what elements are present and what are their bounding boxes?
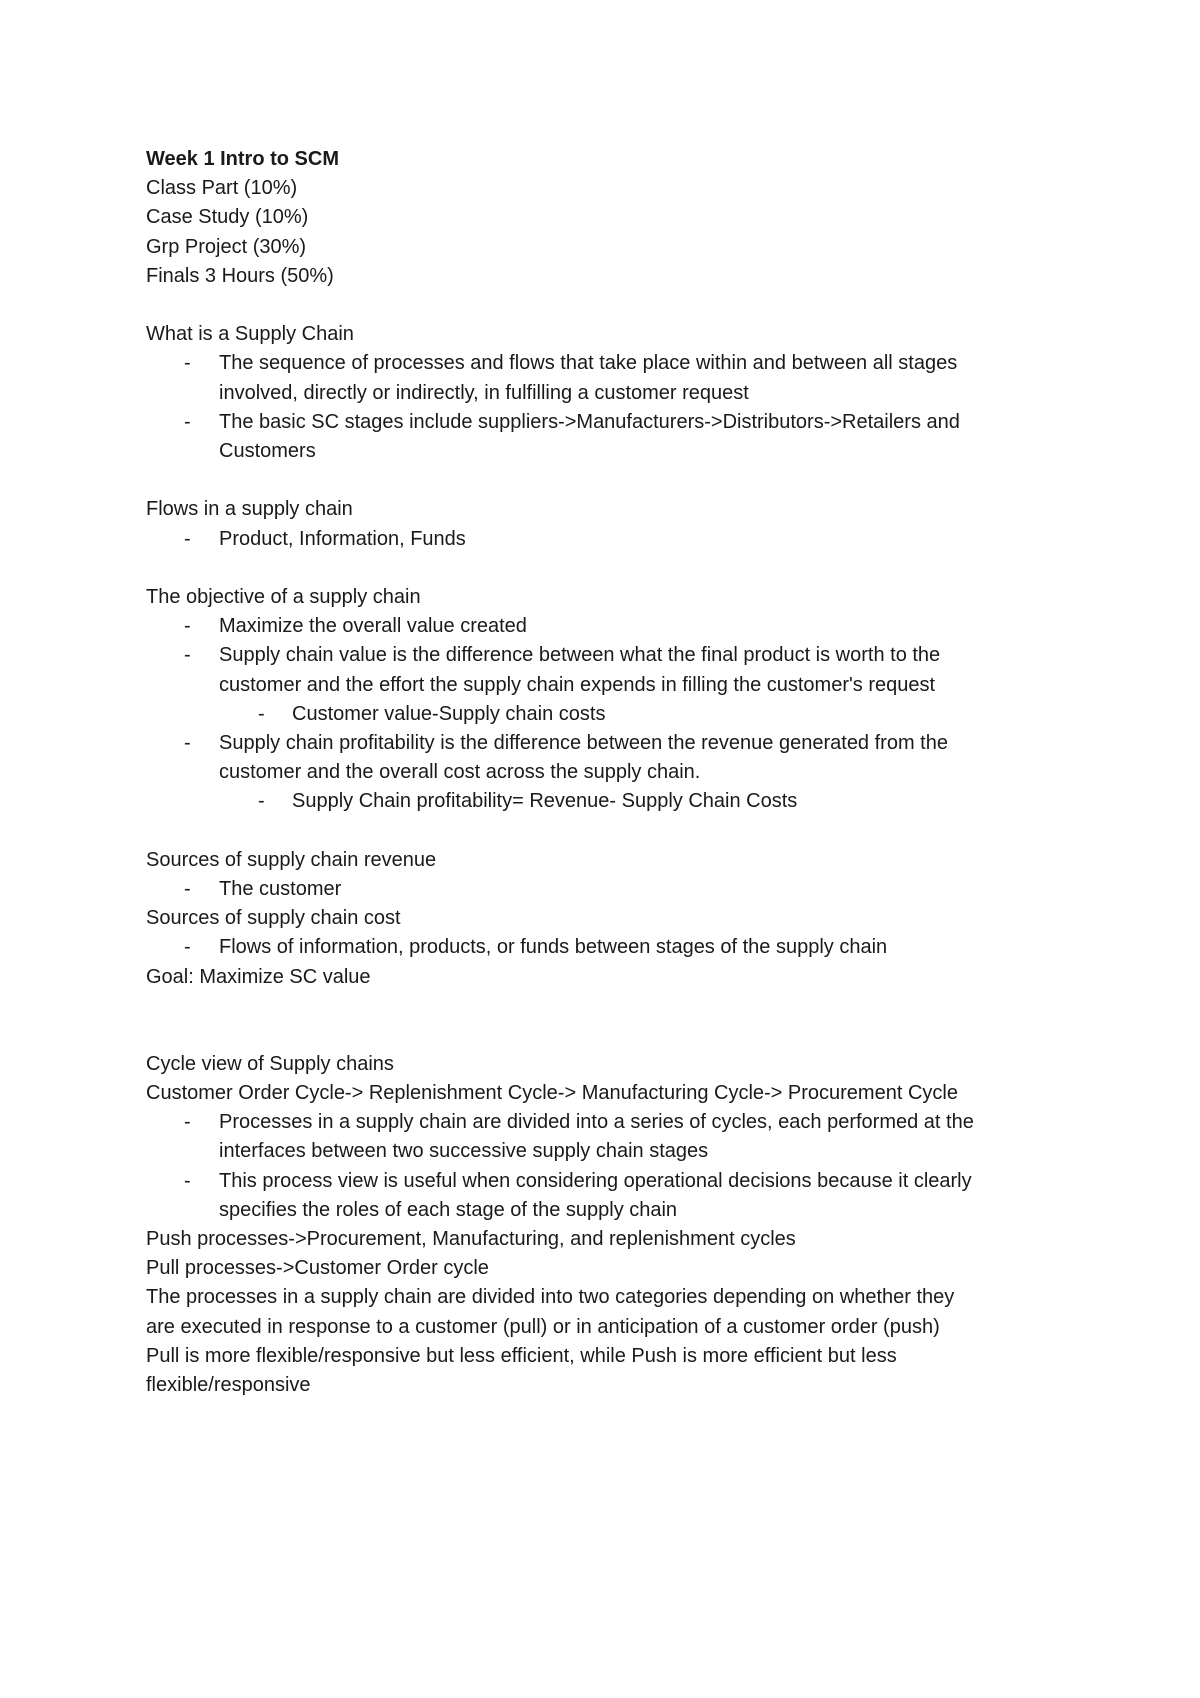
list-item <box>146 1167 1096 1225</box>
objective-list-continued <box>146 729 1096 787</box>
paragraph-text: The processes in a supply chain are divided into two categories depending on whether they <box>146 1286 955 1309</box>
list-item-text: specifies the roles of each stage of the supply chain <box>219 1198 678 1221</box>
list-item-text: Supply chain value is the difference between what the final product is worth to the <box>219 644 941 667</box>
objective-list <box>146 612 1096 700</box>
list-item-text: Supply Chain profitability= Revenue- Supply Chain Costs <box>292 790 798 813</box>
sub-list-item <box>146 700 1096 729</box>
spacer <box>146 992 1096 1050</box>
list-item-text: involved, directly or indirectly, in fulfilling a customer request <box>219 381 749 404</box>
grading-item: Case Study (10%) <box>146 206 309 229</box>
sub-list-item <box>146 787 1096 816</box>
list-item-text: Customers <box>219 440 316 463</box>
list-item <box>146 875 1096 904</box>
list-item <box>146 349 1096 407</box>
pull-processes: Pull processes->Customer Order cycle <box>146 1257 489 1280</box>
flows-list <box>146 525 1096 554</box>
goal-text: Goal: Maximize SC value <box>146 965 371 988</box>
list-item-text: Maximize the overall value created <box>219 615 527 638</box>
spacer <box>146 554 1096 583</box>
list-item-text: Product, Information, Funds <box>219 527 466 550</box>
cost-list <box>146 933 1096 962</box>
list-item <box>146 641 1096 699</box>
list-item-text: This process view is useful when considering operational decisions because it clearly <box>219 1169 972 1192</box>
list-item-text: The sequence of processes and flows that take place within and between all stages <box>219 352 958 375</box>
spacer <box>146 291 1096 320</box>
push-processes: Push processes->Procurement, Manufacturing, and replenishment cycles <box>146 1228 796 1251</box>
section-heading-revenue: Sources of supply chain revenue <box>146 848 437 871</box>
spacer <box>146 817 1096 846</box>
list-item <box>146 525 1096 554</box>
document-page <box>146 145 1096 1400</box>
list-item <box>146 612 1096 641</box>
list-item-text: customer and the effort the supply chain expends in filling the customer's request <box>219 673 936 696</box>
list-item <box>146 408 1096 466</box>
page-title: Week 1 Intro to SCM <box>146 148 339 170</box>
section-heading-supply-chain: What is a Supply Chain <box>146 323 354 346</box>
paragraph-text: Pull is more flexible/responsive but less efficient, while Push is more efficient but less <box>146 1344 897 1367</box>
list-item <box>146 1108 1096 1166</box>
section-heading-cycle: Cycle view of Supply chains <box>146 1052 394 1075</box>
section-heading-cost: Sources of supply chain cost <box>146 907 401 930</box>
list-item-text: The basic SC stages include suppliers->Manufacturers->Distributors->Retailers and <box>219 410 960 433</box>
objective-sublist <box>146 700 1096 729</box>
spacer <box>146 466 1096 495</box>
section-heading-flows: Flows in a supply chain <box>146 498 353 521</box>
cycle-list <box>146 1108 1096 1225</box>
grading-item: Grp Project (30%) <box>146 235 307 258</box>
cycle-sequence: Customer Order Cycle-> Replenishment Cycle-> Manufacturing Cycle-> Procurement Cycle <box>146 1082 958 1105</box>
list-item-text: Supply chain profitability is the difference between the revenue generated from the <box>219 732 948 755</box>
grading-item: Finals 3 Hours (50%) <box>146 264 334 287</box>
section-heading-objective: The objective of a supply chain <box>146 586 421 608</box>
paragraph-text: are executed in response to a customer (pull) or in anticipation of a customer order (push) <box>146 1315 940 1338</box>
list-item-text: interfaces between two successive supply chain stages <box>219 1140 709 1163</box>
paragraph-text: flexible/responsive <box>146 1374 311 1397</box>
list-item <box>146 933 1096 962</box>
list-item-text: Processes in a supply chain are divided into a series of cycles, each performed at the <box>219 1111 974 1134</box>
list-item-text: Customer value-Supply chain costs <box>292 702 606 725</box>
grading-item: Class Part (10%) <box>146 177 298 200</box>
list-item-text: The customer <box>219 878 342 901</box>
objective-sublist <box>146 787 1096 816</box>
list-item <box>146 729 1096 787</box>
supply-chain-list <box>146 349 1096 466</box>
list-item-text: Flows of information, products, or funds between stages of the supply chain <box>219 936 888 959</box>
revenue-list <box>146 875 1096 904</box>
list-item-text: customer and the overall cost across the supply chain. <box>219 761 701 784</box>
